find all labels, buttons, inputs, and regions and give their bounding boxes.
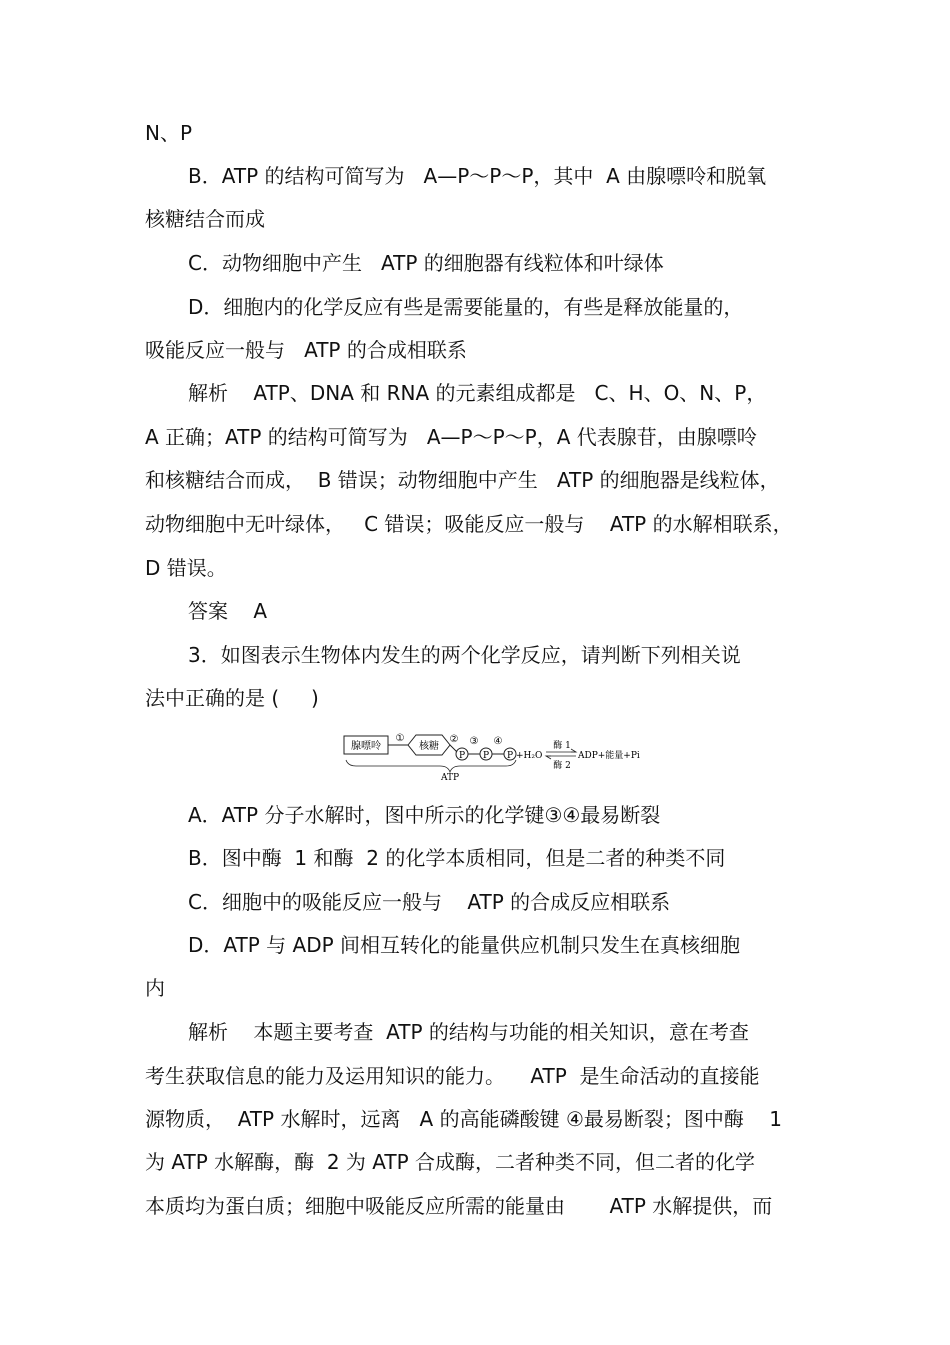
adenine-label: 腺嘌呤 <box>351 741 381 752</box>
analysis-line-1: 解析 ATP、DNA 和 RNA 的元素组成都是 C、H、O、N、P， <box>188 381 767 405</box>
ribose-label: 核糖 <box>419 741 439 752</box>
water-label: +H₂O <box>516 751 543 761</box>
bond-1-label: ① <box>395 733 405 744</box>
answer-line: 答案 A <box>188 599 268 623</box>
text-line-1: N、P <box>145 121 193 145</box>
reverse-arrowhead <box>546 756 551 759</box>
analysis-line-5: 本质均为蛋白质；细胞中吸能反应所需的能量由 ATP 水解提供，而 <box>145 1194 773 1218</box>
analysis-line-5: D 错误。 <box>145 556 227 580</box>
bond-2-label: ② <box>449 734 459 745</box>
option-c-line: C．细胞中的吸能反应一般与 ATP 的合成反应相联系 <box>188 890 671 914</box>
bond-3-label: ③ <box>469 736 479 747</box>
option-d-line-1: D．ATP 与 ADP 间相互转化的能量供应机制只发生在真核细胞 <box>188 933 741 957</box>
analysis-line-4: 为 ATP 水解酶，酶 2 为 ATP 合成酶，二者种类不同，但二者的化学 <box>145 1150 756 1174</box>
atp-label: ATP <box>440 773 460 782</box>
atp-brace <box>346 760 516 772</box>
option-c-line: C．动物细胞中产生 ATP 的细胞器有线粒体和叶绿体 <box>188 251 664 275</box>
analysis-line-2: A 正确；ATP 的结构可简写为 A—P～P～P，A 代表腺苷，由腺嘌呤 <box>145 425 757 449</box>
bond-4-label: ④ <box>493 736 503 747</box>
phosphate-label: P <box>506 751 514 761</box>
products-label: ADP+能量+Pi <box>578 751 640 761</box>
enzyme-2-label: 酶 2 <box>553 761 571 771</box>
option-d-line-1: D．细胞内的化学反应有些是需要能量的，有些是释放能量的， <box>188 295 744 319</box>
analysis-line-3: 源物质， ATP 水解时，远离 A 的高能磷酸键 ④最易断裂；图中酶 1 <box>145 1107 783 1131</box>
option-a-line: A．ATP 分子水解时，图中所示的化学键③④最易断裂 <box>188 803 661 827</box>
enzyme-1-label: 酶 1 <box>553 741 571 751</box>
atp-diagram <box>340 730 650 782</box>
option-b-line: B．图中酶 1 和酶 2 的化学本质相同，但是二者的种类不同 <box>188 846 726 870</box>
phosphate-label: P <box>458 751 466 761</box>
option-d-line-2: 内 <box>145 976 165 1000</box>
phosphate-label: P <box>482 751 490 761</box>
question-3-line-1: 3．如图表示生物体内发生的两个化学反应，请判断下列相关说 <box>188 643 741 667</box>
bond-line <box>450 745 457 752</box>
option-d-line-2: 吸能反应一般与 ATP 的合成相联系 <box>145 338 467 362</box>
analysis-line-2: 考生获取信息的能力及运用知识的能力。 ATP 是生命活动的直接能 <box>145 1064 760 1088</box>
analysis-line-1: 解析 本题主要考查 ATP 的结构与功能的相关知识，意在考查 <box>188 1020 749 1044</box>
analysis-line-3: 和核糖结合而成， B 错误；动物细胞中产生 ATP 的细胞器是线粒体， <box>145 468 780 492</box>
question-3-line-2: 法中正确的是 ( ) <box>145 686 319 710</box>
forward-arrowhead <box>571 749 576 752</box>
option-b-line-2: 核糖结合而成 <box>145 207 265 231</box>
analysis-line-4: 动物细胞中无叶绿体， C 错误；吸能反应一般与 ATP 的水解相联系， <box>145 512 793 536</box>
option-b-line-1: B．ATP 的结构可简写为 A—P～P～P，其中 A 由腺嘌呤和脱氧 <box>188 164 767 188</box>
